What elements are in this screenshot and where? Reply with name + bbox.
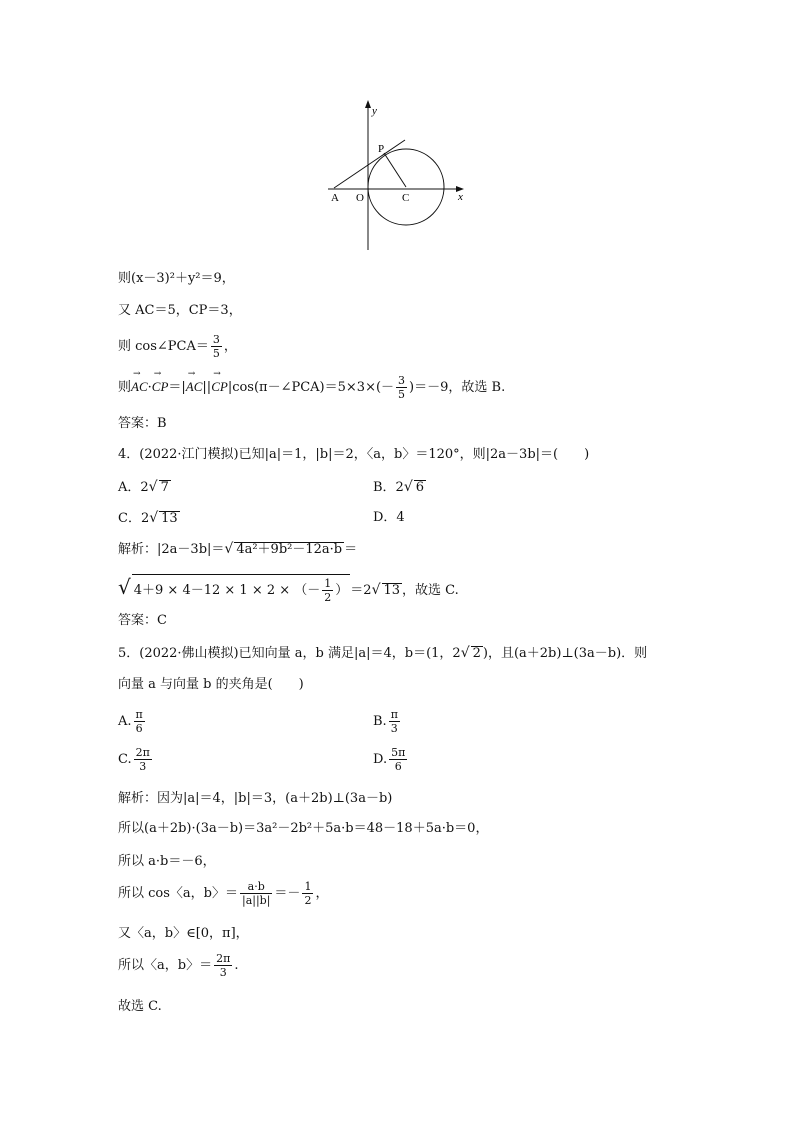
tangent-line <box>334 140 405 188</box>
fraction: $\frac{3}{5}$ <box>398 374 406 402</box>
answer-2: 答案：C <box>118 613 167 628</box>
answer-1: 答案：B <box>118 416 167 431</box>
solution-line-1: 则(x－3)²＋y²＝9， <box>118 271 235 286</box>
q5-solution-2: 所以(a＋2b)·(3a－b)＝3a²－2b²＋5a·b＝48－18＋5a·b＝0， <box>118 821 489 836</box>
fraction: $\frac{3}{5}$ <box>212 333 220 361</box>
label-y: y <box>372 105 377 117</box>
q5-option-d: D. $\frac{5\pi}{6}$ <box>373 746 406 774</box>
y-axis-arrow <box>365 100 371 108</box>
label-o: O <box>356 192 364 204</box>
q5-solution-3: 所以 a·b＝－6， <box>118 854 216 869</box>
q4-option-d: D．4 <box>373 510 405 525</box>
label-c: C <box>402 192 410 204</box>
solution-line-4: 则→ AC·→ CP＝|→ AC||→ CP|cos(π－∠PCA)＝5×3×(－ $\frac{3}{5}$ )＝－9，故选 B. <box>118 374 505 401</box>
segment-pc <box>384 153 406 187</box>
q5-solution-4: 所以 cos〈a，b〉＝ $\frac{a\cdot b}{|a||b|}$ ＝－ $\frac{1}{2}$ ， <box>118 880 329 908</box>
label-a: A <box>331 192 339 204</box>
q5-option-b: B. $\frac{\pi}{3}$ <box>373 708 398 736</box>
q5-option-a: A. $\frac{\pi}{6}$ <box>118 708 143 736</box>
label-x: x <box>458 191 463 203</box>
q5-stem-2: 向量 a 与向量 b 的夹角是( ) <box>118 677 304 692</box>
q5-solution-6: 所以〈a，b〉＝ $\frac{2\pi}{3}$ . <box>118 952 239 980</box>
vector-ac: → AC <box>131 380 148 394</box>
q4-solution-1: 解析：|2a－3b|＝√ 4a²＋9b²－12a·b ＝ <box>118 541 358 557</box>
cos-text: 则 cos∠PCA＝ <box>118 339 209 355</box>
vector-cp: → CP <box>152 380 169 394</box>
q5-option-c: C. $\frac{2\pi}{3}$ <box>118 746 150 774</box>
q5-solution-1: 解析：因为|a|＝4，|b|＝3，(a＋2b)⊥(3a－b) <box>118 791 393 806</box>
geometry-figure <box>0 0 794 260</box>
label-p: P <box>378 143 385 155</box>
q5-solution-7: 故选 C. <box>118 999 162 1014</box>
q4-solution-2: √ 4＋9 × 4－12 × 1 × 2 × （－ $\frac{1}{2}$ ） ＝2√ 13 ，故选 C. <box>118 575 459 605</box>
q4-option-a: A．2√ 7 <box>118 479 169 495</box>
q4-option-b: B．2√ 6 <box>373 479 425 495</box>
q5-stem-1: 5．(2022·佛山模拟)已知向量 a，b 满足|a|＝4，b＝(1，2√ 2 )，且(a＋2b)⊥(3a－b)．则 <box>118 645 648 661</box>
q5-solution-5: 又〈a，b〉∈[0，π]， <box>118 926 249 941</box>
solution-line-3: 则 cos∠PCA＝ $\frac{3}{5}$ ， <box>118 333 237 361</box>
q4-option-c: C．2√ 13 <box>118 510 178 526</box>
q4-stem: 4．(2022·江门模拟)已知|a|＝1，|b|＝2，〈a，b〉＝120°，则|2a－3b|＝( ) <box>118 447 590 462</box>
solution-line-2: 又 AC＝5，CP＝3， <box>118 303 242 318</box>
solution-label: 解析： <box>118 791 158 806</box>
solution-label: 解析： <box>118 542 158 557</box>
